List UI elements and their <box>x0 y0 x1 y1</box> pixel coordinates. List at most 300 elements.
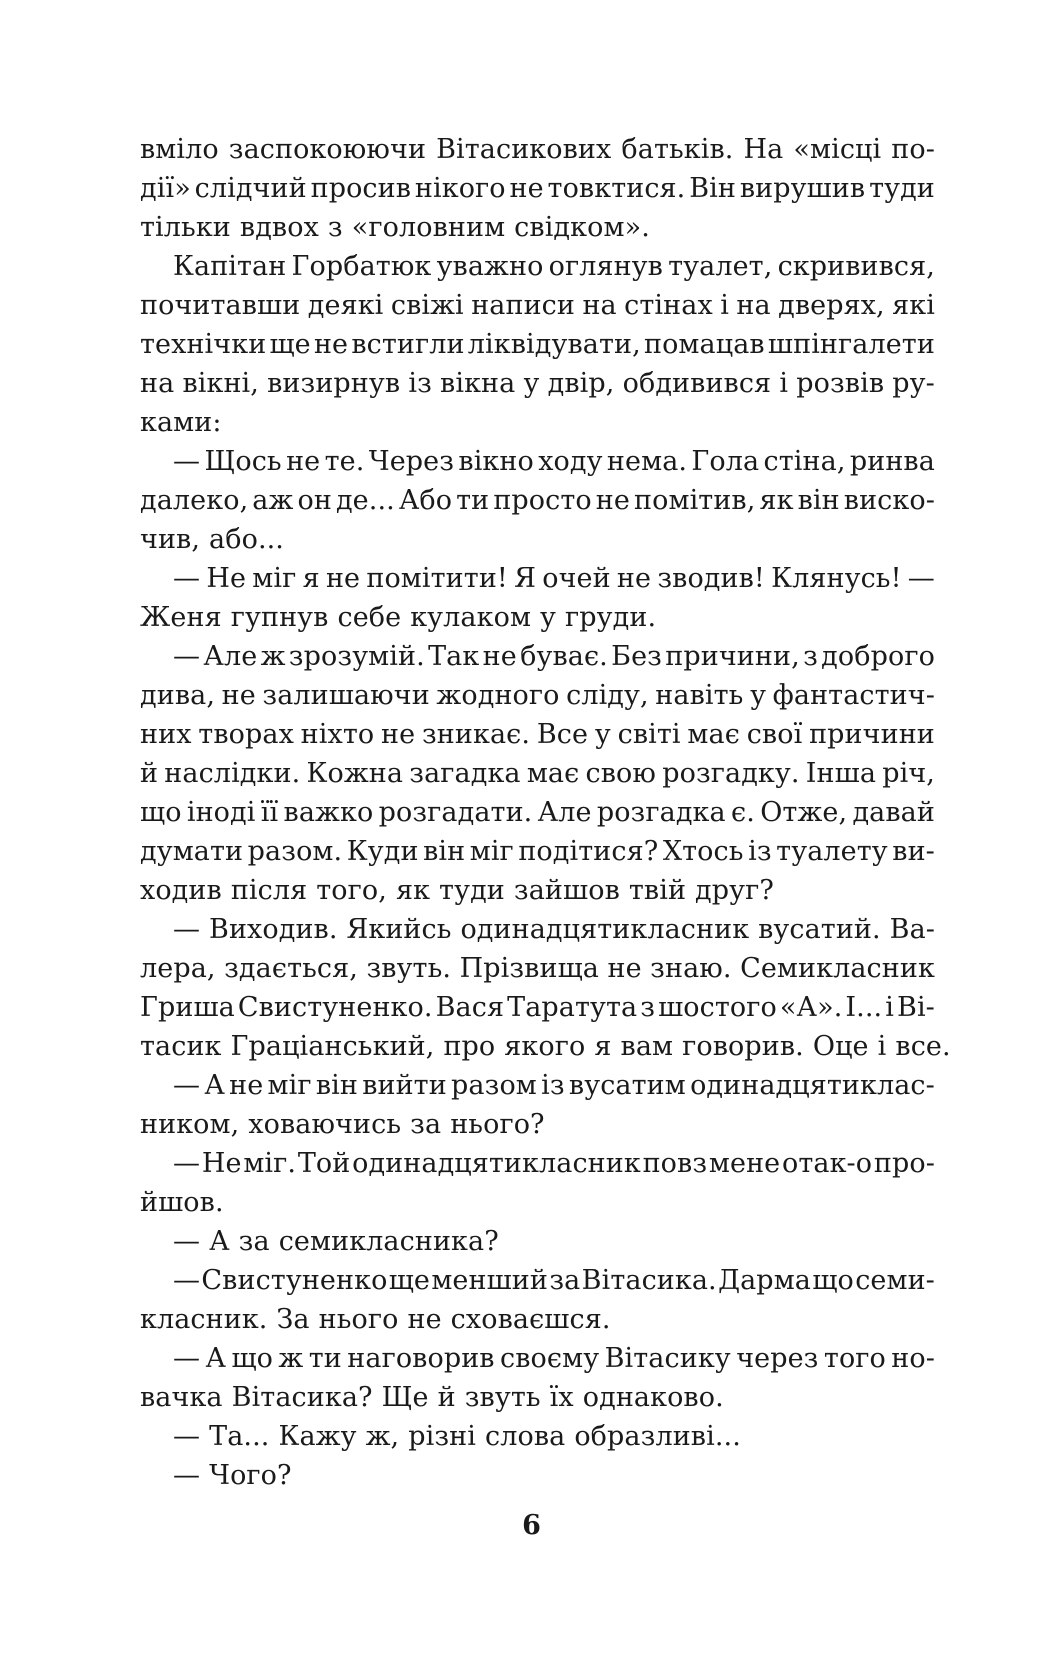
word: Ві- <box>897 992 935 1023</box>
word: стіна, <box>763 446 846 477</box>
word: навіть <box>655 680 744 711</box>
word: разом. <box>247 836 343 867</box>
word: вийти <box>362 1070 447 1101</box>
word: і <box>877 1031 887 1062</box>
paragraph <box>140 637 935 910</box>
text-line <box>140 637 935 676</box>
word: як <box>395 875 431 906</box>
word: розгадати. <box>378 797 533 828</box>
word: Не <box>206 563 247 594</box>
word: ходу <box>538 446 603 477</box>
word: За <box>276 1304 310 1335</box>
word: помітив, <box>634 485 756 516</box>
word: не <box>595 485 630 516</box>
text-line <box>140 325 935 364</box>
word: він <box>315 1070 358 1101</box>
word: одинадцятиклас- <box>690 1070 935 1101</box>
word: фантастич- <box>772 680 935 711</box>
word: Без <box>611 641 662 672</box>
word: Отже, <box>760 797 848 828</box>
word: зводив! <box>657 563 765 594</box>
word: ви- <box>892 836 935 867</box>
text-line <box>140 247 935 286</box>
word: з <box>803 641 818 672</box>
text-line <box>140 364 935 403</box>
word: шостого <box>658 992 777 1023</box>
word: разом <box>451 1070 537 1101</box>
word: обдивився <box>622 368 772 399</box>
word: Куди <box>346 836 419 867</box>
word: не <box>509 173 544 204</box>
word: вдвох <box>239 212 319 243</box>
word: туалет, <box>668 251 773 282</box>
word: Ва- <box>889 914 935 945</box>
word: ником, <box>140 1109 240 1140</box>
word: батьків. <box>621 134 734 165</box>
word: з <box>327 212 343 243</box>
text-line <box>140 169 935 208</box>
word: Все <box>536 719 589 750</box>
word: свіжі <box>390 290 464 321</box>
word: Свистуненко. <box>237 992 433 1023</box>
text-line <box>140 1144 935 1183</box>
word: нього? <box>450 1109 545 1140</box>
word: просив <box>310 173 412 204</box>
word: отак-о <box>781 1148 873 1179</box>
text-line <box>140 442 935 481</box>
text-line <box>140 520 935 559</box>
word: стінах <box>624 290 713 321</box>
word: про- <box>873 1148 935 1179</box>
word: однаково. <box>582 1382 724 1413</box>
paragraph <box>140 1222 935 1261</box>
word: товктися. <box>547 173 686 204</box>
word: виско- <box>843 485 935 516</box>
word: оглянув <box>548 251 663 282</box>
word: і <box>779 368 789 399</box>
word: свої <box>746 719 803 750</box>
word: вачка <box>140 1382 223 1413</box>
word: Я <box>514 563 536 594</box>
word: почитавши <box>140 290 301 321</box>
paragraph <box>140 247 935 442</box>
text-line <box>140 403 935 442</box>
word: Вітасика? <box>231 1382 373 1413</box>
word: Не <box>201 1148 242 1179</box>
word: но- <box>891 1343 935 1374</box>
word: сховаєшся. <box>450 1304 611 1335</box>
word: думати <box>140 836 244 867</box>
word: у <box>750 680 767 711</box>
word: те. <box>324 446 365 477</box>
paragraph <box>140 910 951 1066</box>
word: Семикласник <box>740 953 935 984</box>
word: буває. <box>520 641 608 672</box>
word: розвів <box>796 368 885 399</box>
word: того, <box>316 875 387 906</box>
word: А <box>209 1226 230 1257</box>
word: або... <box>209 524 284 555</box>
word: ти <box>308 1343 342 1374</box>
word: ходив <box>140 875 222 906</box>
word: річ, <box>882 758 935 789</box>
word: — <box>173 641 201 672</box>
word: туди <box>439 875 505 906</box>
page-number: 6 <box>522 1510 541 1541</box>
word: семикласника? <box>278 1226 499 1257</box>
paragraph <box>140 1144 935 1222</box>
word: шпінгалети <box>767 329 935 360</box>
text-line <box>140 1300 935 1339</box>
word: образливі... <box>574 1421 741 1452</box>
word: Виходив. <box>209 914 338 945</box>
word: із <box>408 368 432 399</box>
word: Кожна <box>306 758 404 789</box>
word: звуть. <box>366 953 452 984</box>
word: міг <box>267 1070 312 1101</box>
text-line <box>140 832 935 871</box>
word: він <box>423 836 466 867</box>
word: технічки <box>140 329 267 360</box>
word: — <box>173 1460 201 1491</box>
word: у <box>523 368 540 399</box>
text-line <box>140 1222 935 1261</box>
word: ти <box>456 485 490 516</box>
word: І... <box>845 992 883 1023</box>
word: А <box>205 1343 227 1374</box>
word: Таратута <box>507 992 638 1023</box>
word: давай <box>852 797 935 828</box>
word: вирушив <box>739 173 866 204</box>
word: не <box>407 1304 442 1335</box>
text-line <box>140 949 935 988</box>
word: — <box>173 1226 201 1257</box>
word: нього <box>318 1304 399 1335</box>
word: твій <box>628 875 687 906</box>
word: вікна <box>440 368 516 399</box>
word: Якийсь <box>346 914 452 945</box>
word: які <box>892 290 935 321</box>
word: й <box>437 1382 456 1413</box>
word: розгадку. <box>662 758 800 789</box>
word: не <box>229 1070 264 1101</box>
word: і <box>885 992 894 1023</box>
word: визирнув <box>267 368 401 399</box>
word: — <box>173 446 201 477</box>
word: Дарма <box>718 1265 811 1296</box>
word: Свистуненко <box>201 1265 388 1296</box>
word: ками: <box>140 407 222 438</box>
word: Ще <box>381 1382 429 1413</box>
word: дива, <box>140 680 216 711</box>
word: Женя <box>140 602 222 633</box>
word: є. <box>731 797 755 828</box>
word: — <box>173 1343 201 1374</box>
paragraph <box>140 442 935 559</box>
word: тасик <box>140 1031 222 1062</box>
paragraph <box>140 130 935 247</box>
word: не <box>616 563 652 594</box>
word: одинадцятикласник <box>352 1148 641 1179</box>
word: Гола <box>691 446 760 477</box>
paragraph <box>140 559 935 637</box>
word: розгадка <box>596 797 726 828</box>
word: себе <box>337 602 402 633</box>
word: ще <box>269 329 311 360</box>
word: зникає. <box>421 719 531 750</box>
word: них <box>140 719 192 750</box>
word: туди <box>869 173 935 204</box>
word: наговорив <box>347 1343 495 1374</box>
text-line <box>140 676 935 715</box>
word: лера, <box>140 953 216 984</box>
word: не <box>221 680 256 711</box>
word: — <box>173 1148 201 1179</box>
word: зрозумій. <box>288 641 425 672</box>
text-line <box>140 910 935 949</box>
word: ж <box>260 641 286 672</box>
paragraph <box>140 1261 935 1339</box>
word: жодного <box>436 680 560 711</box>
word: — <box>173 914 201 945</box>
paragraph <box>140 1339 935 1417</box>
word: двір, <box>547 368 615 399</box>
word: що <box>812 1265 854 1296</box>
word: Хтось <box>662 836 744 867</box>
word: нікого <box>414 173 506 204</box>
word: аж <box>252 485 294 516</box>
word: дії» <box>140 173 191 204</box>
word: А <box>204 1070 225 1101</box>
word: Кажу <box>278 1421 357 1452</box>
word: говорив. <box>682 1031 804 1062</box>
text-line <box>140 559 935 598</box>
word: загадка <box>409 758 521 789</box>
word: залишаючи <box>262 680 430 711</box>
word: того <box>823 1343 886 1374</box>
word: сліду, <box>566 680 649 711</box>
word: гупнув <box>230 602 329 633</box>
word: про <box>443 1031 496 1062</box>
word: подітися? <box>518 836 659 867</box>
word: встигли <box>351 329 465 360</box>
word: не <box>482 641 517 672</box>
word: своєму <box>500 1343 600 1374</box>
word: слова <box>485 1421 566 1452</box>
word: після <box>230 875 308 906</box>
word: у <box>540 602 557 633</box>
word: Та... <box>209 1421 270 1452</box>
word: Так <box>428 641 480 672</box>
word: друг? <box>695 875 774 906</box>
word: Вітасику <box>604 1343 731 1374</box>
word: свою <box>585 758 657 789</box>
word: ще <box>388 1265 431 1296</box>
word: має <box>526 758 580 789</box>
word: повз <box>642 1148 708 1179</box>
word: на <box>582 290 617 321</box>
word: чив, <box>140 524 201 555</box>
text-line <box>140 208 935 247</box>
word: й <box>140 758 159 789</box>
text-line <box>140 715 935 754</box>
word: що <box>140 797 182 828</box>
word: ховаючись <box>248 1109 402 1140</box>
word: я <box>594 1031 612 1062</box>
word: вусатим <box>568 1070 686 1101</box>
text-line <box>140 1456 935 1495</box>
text-line <box>140 1066 935 1105</box>
text-line <box>140 1339 935 1378</box>
word: класник. <box>140 1304 268 1335</box>
word: заспокоюючи <box>228 134 427 165</box>
word: Той <box>297 1148 351 1179</box>
word: іноді <box>186 797 256 828</box>
word: знаю. <box>650 953 732 984</box>
body-text <box>140 130 951 1495</box>
word: уважно <box>436 251 544 282</box>
word: ринва <box>849 446 935 477</box>
word: Чого? <box>209 1460 292 1491</box>
word: «головним <box>351 212 506 243</box>
word: написи <box>471 290 576 321</box>
word: я <box>302 563 320 594</box>
word: Граціанський, <box>230 1031 435 1062</box>
word: Але <box>537 797 592 828</box>
word: не <box>381 719 416 750</box>
word: за <box>238 1226 270 1257</box>
text-line <box>140 481 935 520</box>
word: вам <box>620 1031 674 1062</box>
word: Вітасикових <box>436 134 612 165</box>
word: На <box>743 134 784 165</box>
word: ру- <box>892 368 935 399</box>
paragraph <box>140 1456 935 1495</box>
word: вікні, <box>182 368 259 399</box>
word: Прізвища <box>459 953 599 984</box>
word: має <box>687 719 740 750</box>
word: і <box>720 290 729 321</box>
word: не <box>286 446 321 477</box>
word: де... <box>335 485 395 516</box>
word: вусатий. <box>758 914 881 945</box>
word: Вася <box>435 992 505 1023</box>
word: ліквідувати, <box>467 329 641 360</box>
word: її <box>260 797 279 828</box>
word: помацав <box>643 329 765 360</box>
text-line <box>140 1261 935 1300</box>
word: з <box>640 992 656 1023</box>
word: Вітасика. <box>581 1265 717 1296</box>
word: «А». <box>779 992 843 1023</box>
word: «місці <box>793 134 882 165</box>
word: на <box>140 368 175 399</box>
word: світі <box>617 719 681 750</box>
word: Щось <box>204 446 282 477</box>
word: нема. <box>606 446 688 477</box>
word: — <box>173 1421 201 1452</box>
word: за <box>410 1109 442 1140</box>
word: свідком». <box>514 212 650 243</box>
word: на <box>736 290 771 321</box>
text-line <box>140 1183 935 1222</box>
word: — <box>907 563 935 594</box>
word: тільки <box>140 212 231 243</box>
word: різні <box>408 1421 476 1452</box>
text-line <box>140 1105 935 1144</box>
word: їх <box>549 1382 574 1413</box>
word: груди. <box>565 602 657 633</box>
word: все. <box>895 1031 951 1062</box>
word: — <box>173 1070 201 1101</box>
word: через <box>736 1343 819 1374</box>
word: вміло <box>140 134 219 165</box>
word: наслідки. <box>164 758 301 789</box>
word: Або <box>398 485 453 516</box>
word: он <box>297 485 332 516</box>
word: туалету <box>776 836 888 867</box>
text-line <box>140 1417 935 1456</box>
word: звуть <box>464 1382 541 1413</box>
text-line <box>140 130 935 169</box>
text-line <box>140 793 935 832</box>
text-line <box>140 871 935 910</box>
word: просто <box>493 485 592 516</box>
word: творах <box>198 719 294 750</box>
word: менший <box>431 1265 548 1296</box>
paragraph <box>140 1417 935 1456</box>
word: слідчий <box>194 173 307 204</box>
word: Оце <box>812 1031 869 1062</box>
word: — <box>173 563 201 594</box>
word: дверях, <box>778 290 885 321</box>
word: якого <box>504 1031 586 1062</box>
word: вікно <box>458 446 534 477</box>
word: міг <box>469 836 514 867</box>
text-line <box>140 598 935 637</box>
word: — <box>173 1265 201 1296</box>
word: здається, <box>224 953 358 984</box>
word: скривився, <box>777 251 935 282</box>
word: ніхто <box>300 719 375 750</box>
word: Горбатюк <box>291 251 432 282</box>
word: Інша <box>805 758 877 789</box>
word: він <box>797 485 840 516</box>
word: йшов. <box>140 1187 224 1218</box>
word: не <box>313 329 349 360</box>
word: Клянусь! <box>771 563 902 594</box>
word: далеко, <box>140 485 249 516</box>
word: помітити! <box>366 563 508 594</box>
word: із <box>541 1070 565 1101</box>
text-line <box>140 988 935 1027</box>
word: Гриша <box>140 992 235 1023</box>
word: очей <box>542 563 611 594</box>
word: одинадцятикласник <box>460 914 750 945</box>
word: причини <box>809 719 935 750</box>
word: ж, <box>365 1421 400 1452</box>
word: як <box>759 485 794 516</box>
word: деякі <box>307 290 384 321</box>
word: міг. <box>243 1148 297 1179</box>
word: мене <box>708 1148 781 1179</box>
word: не <box>607 953 642 984</box>
word: міг <box>252 563 297 594</box>
word: важко <box>283 797 374 828</box>
word: ж <box>278 1343 304 1374</box>
word: по- <box>891 134 935 165</box>
word: доброго <box>821 641 935 672</box>
